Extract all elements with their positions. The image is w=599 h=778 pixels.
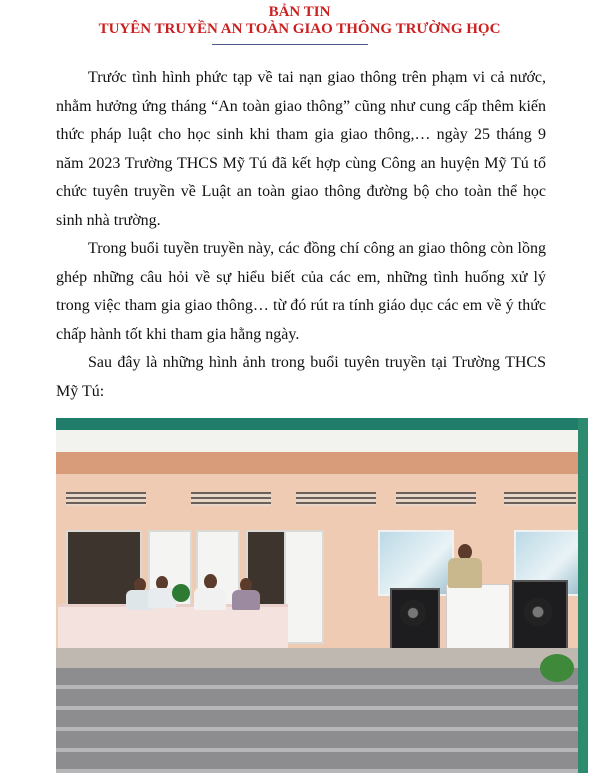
- paragraph-activity: Trong buổi tuyền truyền này, các đồng chí công an giao thông còn lồng ghép những câu hỏi về sự hiểu biết của các em, những tình huống xử lý trong việc tham gia giao thông… từ đó rút ra tính giáo dục các em về ý thức chấp hành tốt khi tham gia hằng ngày.: [56, 240, 546, 343]
- photo-pillar: [578, 418, 588, 773]
- article-body: [56, 64, 546, 406]
- photo-vent: [504, 492, 576, 506]
- photo-window: [378, 530, 454, 596]
- photo-person: [232, 590, 260, 610]
- paragraph-intro: Trước tình hình phức tạp về tai nạn giao thông trên phạm vi cả nước, nhằm hưởng ứng tháng “An toàn giao thông” cũng như cung cấp thêm kiến thức pháp luật cho học sinh khi tham gia giao thông,… ngày 25 tháng 9 năm 2023 Trường THCS Mỹ Tú đã kết hợp cùng Công an huyện Mỹ Tú tổ chức tuyên truyền về Luật an toàn giao thông đường bộ cho toàn thể học sinh nhà trường.: [56, 69, 546, 229]
- photo-person: [204, 574, 217, 589]
- paragraph-photo-intro: Sau đây là những hình ảnh trong buổi tuyên truyền tại Trường THCS Mỹ Tú:: [56, 354, 546, 400]
- photo-speaker-cone: [524, 598, 552, 626]
- photo-vent: [191, 492, 271, 506]
- photo-roof: [56, 418, 588, 430]
- photo-vent: [66, 492, 146, 506]
- event-photo: [56, 418, 588, 773]
- document-header: [0, 4, 599, 38]
- photo-vent: [396, 492, 476, 506]
- photo-vent: [296, 492, 376, 506]
- photo-speaker-cone: [400, 600, 426, 626]
- photo-potted-plant: [540, 654, 574, 682]
- bulletin-title: TUYÊN TRUYỀN AN TOÀN GIAO THÔNG TRƯỜNG HỌC: [98, 21, 501, 37]
- bulletin-label: BẢN TIN: [268, 4, 331, 20]
- photo-guest-table: [58, 604, 288, 651]
- photo-eave: [56, 430, 588, 452]
- photo-speaker-officer: [448, 558, 482, 588]
- photo-flower-pot: [172, 584, 190, 602]
- title-underline: [212, 44, 368, 45]
- photo-door: [284, 530, 324, 644]
- photo-beam: [56, 452, 588, 474]
- photo-podium: [446, 584, 510, 656]
- photo-floor: [56, 648, 588, 668]
- photo-stairs: [56, 668, 588, 773]
- photo-person: [194, 588, 226, 610]
